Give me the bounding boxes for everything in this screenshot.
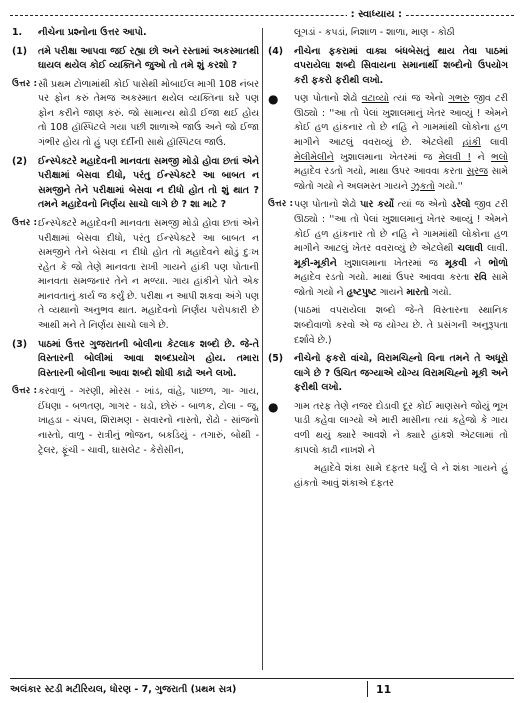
footer-label: અલંકાર સ્ટડી મટીરિયલ, ધોરણ - 7, ગુજરાતી (પ્રથમ સત્ર): [10, 684, 237, 695]
answer-continuation: લૂગડાં - કપડાં, નિશાળ - શાળા, માણ - કોઠી: [294, 27, 455, 38]
header-rule: [10, 15, 514, 16]
passage-text: પણ પોતાનો શેઢો વટાવ્યો ત્યાં જ એનો ગભરુ જીવ ટરી ઊઠ્યો : ''આ તો પેલાં ખુશાલમાનું ખેતર આવ્યું ! એમને કોઈ હળ હાંકનાર તો છે નહિ ને ગામમાંથી લોકોના હળ માગીને આટલું વવરાવ્યું છે. એટલેથી હાંકી લાવી મેલીમેલીને ખુશાલમાના ખેતરમાં જ મેલવી ! ને ભલો મહાદેવ રડતો ગયો, માથા ઉપર આવવા કરતા સુરજ સામે જોતો ગયો ને અલમસ્ત ગાયને ઝુકતો ગયો.'': [294, 93, 509, 192]
question-number: (1): [12, 45, 28, 57]
answer-label: ઉત્તર :: [268, 199, 294, 210]
column-divider: [262, 28, 263, 670]
answer-label: ઉત્તર :: [12, 386, 38, 397]
page-footer: [10, 678, 514, 699]
question-3: [12, 338, 259, 382]
bullet-icon: ●: [268, 399, 279, 414]
answer-label: ઉત્તર :: [12, 217, 38, 228]
passage-3: મહાદેવે શંકા સામે દફતર ધર્યું લે ને શંકા ગાયને હું હાંકતો આવું શંકાએ દફતર: [294, 463, 508, 489]
question-heading: [12, 26, 259, 41]
question-4: [268, 45, 508, 89]
question-text: નીચેનો ફકરો વાંચો, વિરામચિહ્નો વિના તમને તે અધૂરો લાગે છે ? ઉચિત જગ્યાએ યોગ્ય વિરામચિહ્નો મૂકી અને ફરીથી લખો.: [294, 353, 508, 394]
answer-text: ઈન્સ્પેક્ટરે મહાદેવની માનવતા સમજી મોડો હોવા છતાં એને પરીક્ષામાં બેસવા દીધો, પરંતુ ઈન્સ્પેક્ટરે આ બાબત ન સમજીને તેને બેસવા ન દીધો હોત તો મહાદેવને થોડું દુઃખ રહેત કે જો તેણે માનવતા રાખી ગાયને હાંકી પણ પોતાની માનવતા સમજનાર તેને ન મળ્યા. ગાય હાંકીને પોતે એક માનવતાનું કાર્ય જ કર્યું છે. પરીક્ષા ન આપી શકવા અંગે પણ તે વ્યથાનો અનુભવ થાત. મહાદેવનો નિર્ણય પરોપકારી છે આથી મને તે નિર્ણય સાચો લાગે છે.: [38, 217, 259, 331]
question-text: તમે પરીક્ષા આપવા જઈ રહ્યા છો અને રસ્તામાં અકસ્માતથી ઘાયલ થયેલ કોઈ વ્યક્તિને જુઓ તો તમે શું કરશો ?: [38, 45, 259, 72]
answer-text: સૌ પ્રથમ ટોળામાંથી કોઈ પાસેથી મોબાઈલ માગી 108 નંબર પર ફોન કરું તેમજ અકસ્માત થયેલ વ્યક્તિના ઘરે પણ ફોન કરીને જાણ કરું. જો સામાન્ય થોડી ઈજા થઈ હોય તો 108 હૉસ્પિટલે ગયા પછી શાળાએ જાઉં અને જો ઈજા ગંભીર હોય તો હું પણ દર્દીની સાથે હૉસ્પિટલ જાઉં.: [38, 78, 259, 149]
answer-4: [268, 198, 508, 300]
page-number: 11: [367, 681, 420, 697]
answer-1: [12, 78, 259, 151]
question-number: (2): [12, 155, 28, 167]
question-text: ઈન્સ્પેક્ટરે મહાદેવની માનવતા સમજી મોડો હોવા છતાં એને પરીક્ષામાં બેસવા દીધો, પરંતુ ઈન્સ્પેક્ટરે આ બાબત ન સમજીને તેને પરીક્ષામાં બેસવા ન દીધો હોત તો શું થાત ? તમને મહાદેવનો નિર્ણય સાચો લાગે છે ? શા માટે ?: [38, 155, 259, 211]
bullet-icon: ●: [268, 92, 279, 107]
question-text: નીચેના ફકરામાં વાક્ય બંધબેસતું થાય તેવા પાઠમાં વપરાયેલા શબ્દો સિવાયના સમાનાર્થી શબ્દોનો ઉપયોગ કરી ફકરો ફરીથી લખો.: [294, 45, 508, 86]
question-number: (4): [268, 45, 284, 57]
answer-3: [12, 385, 259, 458]
question-2: [12, 155, 259, 213]
answer-text: પણ પોતાનો શેઢો પાર કર્યો ત્યાં જ એનો ડરેલો જીવ ટરી ઊઠ્યો : ''આ તો પેલાં ખુશાલમાનું ખેતર આવ્યું ! એમને કોઈ હળ હાંકનાર તો છે નહિ ને ગામમાંથી લોકોના હળ માગીને આટલું ખેતર વવરાવ્યું છે એટલેથી ચલાવી લાવી. મૂકી-મૂકીને ખુશાલમાના ખેતરમાં જ મૂકવી ને ભોળો મહાદેવ રડતો ગયો. માથાં ઉપર આવવા કરતા રવિ સામે જોતો ગયો ને હૃષ્ટપુષ્ટ ગાયને મારતો ગયો.: [294, 199, 509, 298]
note-text: (પાઠમાં વપરાયેલા શબ્દો જે-તે વિસ્તારના સ્થાનિક શબ્દોવાળો કરવો એ જ યોગ્ય છે. તે પ્રસંગની અનુરૂપતા દર્શાવે છે.): [294, 305, 508, 346]
answer-label: ઉત્તર :: [12, 78, 38, 89]
page-header: [10, 6, 514, 24]
passage-1: [268, 92, 508, 194]
answer-text: કરવાળું - ગરણી, મોરસ - ખાંડ, વાંહે, પાછળ, ગા- ગાય, ઈંધણા - બળતણ, ગાગર - ઘડો, છોરું - બાળક, ટોલા - જૂ, ખાહડા - ચંપલ, શિરામણ - સવારનો નાસ્તો, રોંઢો - સાંજનો નાસ્તો, વાળુ - રાત્રીનું ભોજન, બકડિયું - તગારું, બોથી - ટ્રેલર, ફૂંચી - ચાવી, ઘાસલેટ - કેરોસીન,: [38, 386, 259, 456]
question-5: [268, 352, 508, 396]
passage-text: ગામ તરફ તેણે નજર દોડાવી દૂર કોઈ માણસને જોયું ભૂખ પાડી કહેવા લાગ્યો એ મારી માસીના ત્યાં કહેજો કે ગાય વળી થયું ક્યારે આવશે ને ક્યારે હાંકશે એટલામાં તો કાપલો કાઢી નાખશે ને: [294, 400, 508, 456]
answer-2: [12, 217, 259, 334]
question-1: [12, 45, 259, 74]
question-number: (5): [268, 353, 284, 365]
left-column: [12, 26, 259, 462]
question-number: 1.: [12, 27, 23, 38]
right-column: [268, 26, 508, 495]
question-text: પાઠમાં ઉત્તર ગુજરાતની બોલીના કેટલાક શબ્દો છે. જે-તે વિસ્તારની બોલીમાં આવા શબ્દપ્રયોગ હોય. તમારા વિસ્તારની બોલીના આવા શબ્દો શોધી કાઢો અને લખો.: [38, 338, 259, 379]
section-title: : સ્વાધ્યાય :: [347, 7, 406, 23]
passage-2: [268, 400, 508, 458]
question-text: નીચેના પ્રશ્નોના ઉત્તર આપો.: [38, 27, 147, 38]
question-number: (3): [12, 338, 28, 350]
